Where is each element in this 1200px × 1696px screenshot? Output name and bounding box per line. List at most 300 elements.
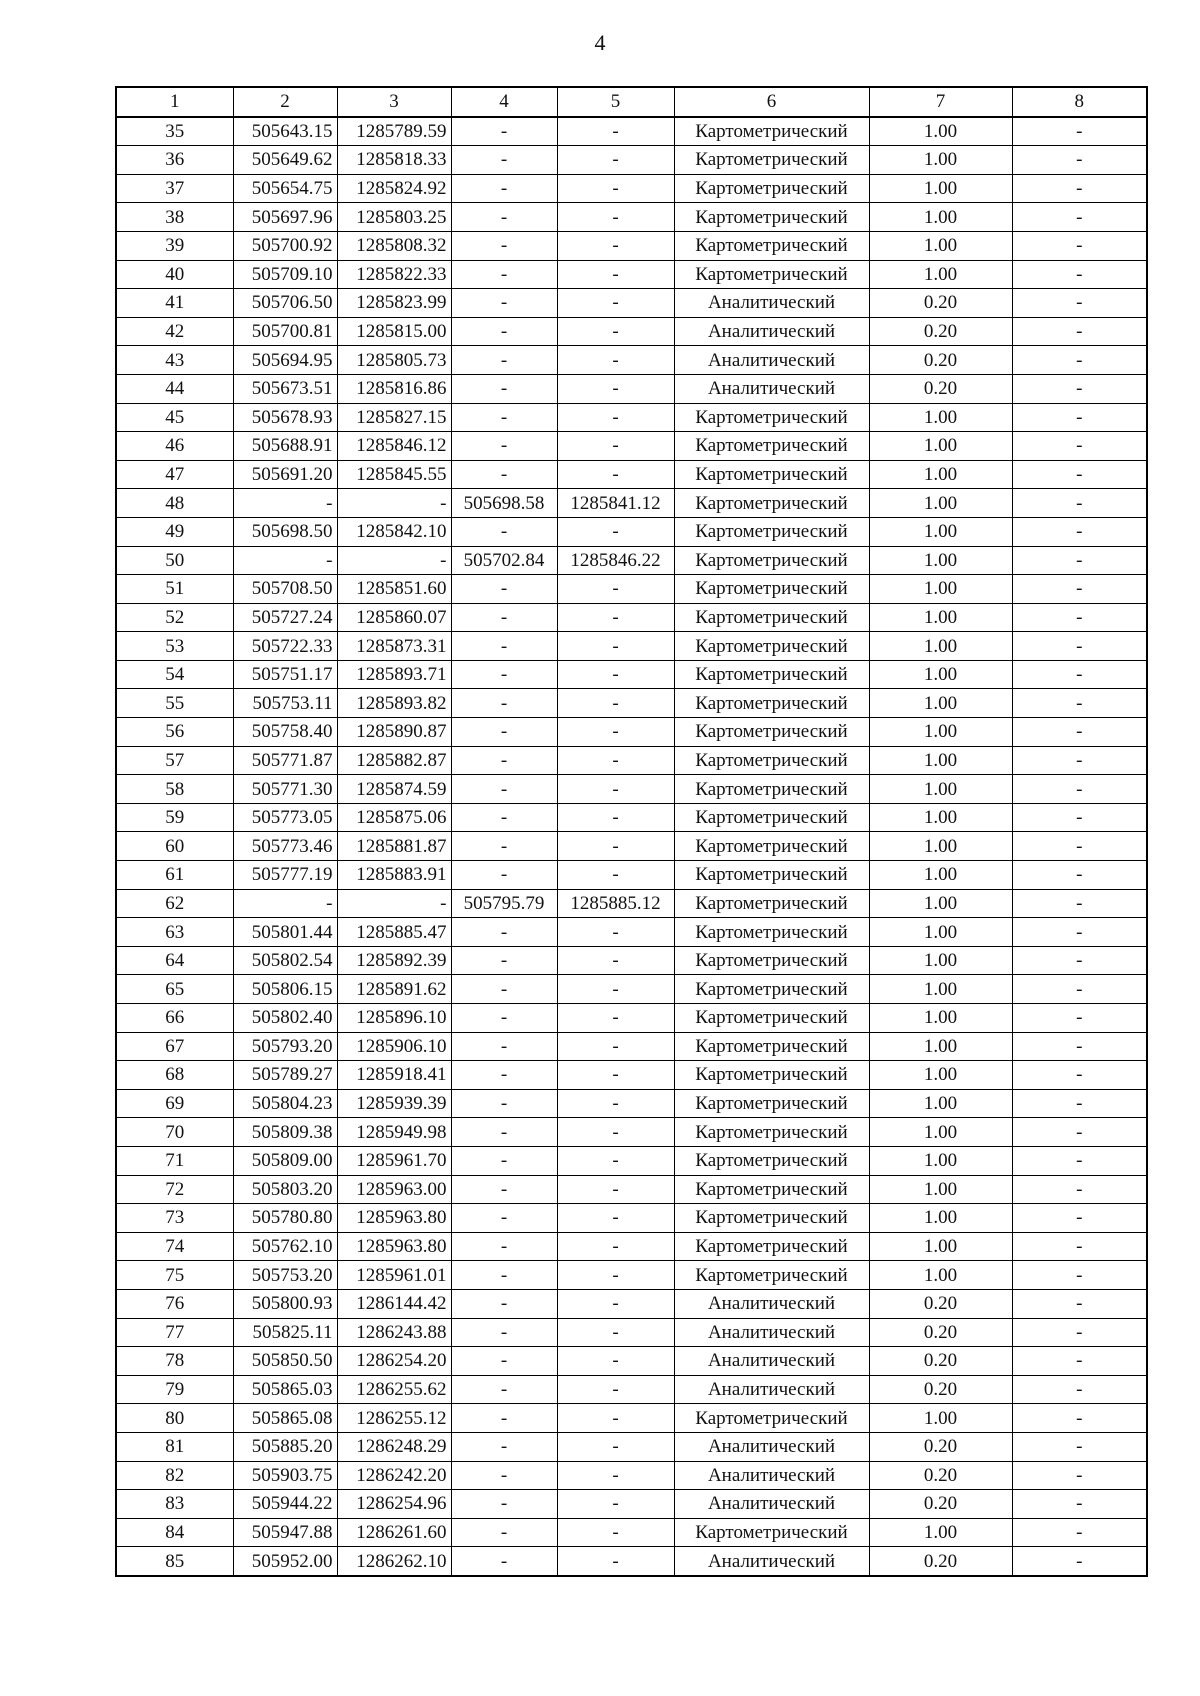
method-cell: Аналитический xyxy=(674,1375,869,1404)
y-new-coordinate-cell: - xyxy=(557,746,674,775)
y-coordinate-cell: 1285789.59 xyxy=(337,117,451,146)
point-number-cell: 38 xyxy=(116,203,233,232)
table-row xyxy=(116,718,1147,747)
table-row xyxy=(116,861,1147,890)
y-coordinate-cell: 1286248.29 xyxy=(337,1432,451,1461)
y-new-coordinate-cell: - xyxy=(557,174,674,203)
y-coordinate-cell: 1286255.12 xyxy=(337,1404,451,1433)
method-cell: Картометрический xyxy=(674,861,869,890)
note-cell: - xyxy=(1012,346,1147,375)
y-new-coordinate-cell: - xyxy=(557,1289,674,1318)
table-row xyxy=(116,489,1147,518)
note-cell: - xyxy=(1012,718,1147,747)
precision-cell: 1.00 xyxy=(869,1518,1012,1547)
y-new-coordinate-cell: - xyxy=(557,346,674,375)
precision-cell: 1.00 xyxy=(869,1118,1012,1147)
note-cell: - xyxy=(1012,1204,1147,1233)
y-new-coordinate-cell: - xyxy=(557,1146,674,1175)
x-coordinate-cell: 505789.27 xyxy=(233,1061,337,1090)
y-coordinate-cell: 1285882.87 xyxy=(337,746,451,775)
note-cell: - xyxy=(1012,1289,1147,1318)
x-coordinate-cell: 505802.40 xyxy=(233,1004,337,1033)
x-new-coordinate-cell: - xyxy=(451,1404,557,1433)
method-cell: Картометрический xyxy=(674,174,869,203)
point-number-cell: 74 xyxy=(116,1232,233,1261)
precision-cell: 1.00 xyxy=(869,460,1012,489)
method-cell: Картометрический xyxy=(674,231,869,260)
x-new-coordinate-cell: - xyxy=(451,718,557,747)
table-row xyxy=(116,1375,1147,1404)
x-coordinate-cell: 505850.50 xyxy=(233,1347,337,1376)
point-number-cell: 72 xyxy=(116,1175,233,1204)
y-new-coordinate-cell: - xyxy=(557,1061,674,1090)
point-number-cell: 78 xyxy=(116,1347,233,1376)
note-cell: - xyxy=(1012,517,1147,546)
precision-cell: 1.00 xyxy=(869,1004,1012,1033)
point-number-cell: 51 xyxy=(116,575,233,604)
y-coordinate-cell: 1285827.15 xyxy=(337,403,451,432)
table-body xyxy=(116,117,1147,1576)
x-coordinate-cell: 505700.81 xyxy=(233,317,337,346)
note-cell: - xyxy=(1012,1032,1147,1061)
note-cell: - xyxy=(1012,432,1147,461)
method-cell: Картометрический xyxy=(674,1232,869,1261)
x-coordinate-cell: 505800.93 xyxy=(233,1289,337,1318)
table-row xyxy=(116,1289,1147,1318)
y-new-coordinate-cell: - xyxy=(557,374,674,403)
point-number-cell: 84 xyxy=(116,1518,233,1547)
y-new-coordinate-cell: - xyxy=(557,1518,674,1547)
note-cell: - xyxy=(1012,1118,1147,1147)
y-coordinate-cell: 1286243.88 xyxy=(337,1318,451,1347)
y-coordinate-cell: 1286261.60 xyxy=(337,1518,451,1547)
method-cell: Картометрический xyxy=(674,1146,869,1175)
precision-cell: 1.00 xyxy=(869,174,1012,203)
table-row xyxy=(116,1432,1147,1461)
point-number-cell: 83 xyxy=(116,1490,233,1519)
x-new-coordinate-cell: - xyxy=(451,1004,557,1033)
table-row xyxy=(116,918,1147,947)
precision-cell: 1.00 xyxy=(869,861,1012,890)
x-new-coordinate-cell: - xyxy=(451,832,557,861)
x-coordinate-cell: 505771.87 xyxy=(233,746,337,775)
note-cell: - xyxy=(1012,1547,1147,1576)
precision-cell: 1.00 xyxy=(869,1061,1012,1090)
point-number-cell: 35 xyxy=(116,117,233,146)
point-number-cell: 54 xyxy=(116,660,233,689)
note-cell: - xyxy=(1012,146,1147,175)
x-coordinate-cell: 505944.22 xyxy=(233,1490,337,1519)
x-new-coordinate-cell: - xyxy=(451,403,557,432)
x-coordinate-cell: 505801.44 xyxy=(233,918,337,947)
x-new-coordinate-cell: - xyxy=(451,689,557,718)
note-cell: - xyxy=(1012,1232,1147,1261)
note-cell: - xyxy=(1012,575,1147,604)
y-new-coordinate-cell: - xyxy=(557,517,674,546)
point-number-cell: 73 xyxy=(116,1204,233,1233)
table-row xyxy=(116,832,1147,861)
x-new-coordinate-cell: - xyxy=(451,1089,557,1118)
method-cell: Картометрический xyxy=(674,203,869,232)
x-coordinate-cell: 505903.75 xyxy=(233,1461,337,1490)
x-coordinate-cell: 505771.30 xyxy=(233,775,337,804)
note-cell: - xyxy=(1012,374,1147,403)
precision-cell: 1.00 xyxy=(869,489,1012,518)
x-coordinate-cell: 505673.51 xyxy=(233,374,337,403)
table-row xyxy=(116,689,1147,718)
method-cell: Картометрический xyxy=(674,403,869,432)
x-new-coordinate-cell: - xyxy=(451,1118,557,1147)
precision-cell: 0.20 xyxy=(869,346,1012,375)
table-row xyxy=(116,1232,1147,1261)
point-number-cell: 85 xyxy=(116,1547,233,1576)
x-new-coordinate-cell: - xyxy=(451,1032,557,1061)
table-row xyxy=(116,1146,1147,1175)
table-row xyxy=(116,374,1147,403)
y-coordinate-cell: 1285818.33 xyxy=(337,146,451,175)
table-row xyxy=(116,575,1147,604)
x-new-coordinate-cell: - xyxy=(451,146,557,175)
x-new-coordinate-cell: 505698.58 xyxy=(451,489,557,518)
precision-cell: 1.00 xyxy=(869,1261,1012,1290)
point-number-cell: 58 xyxy=(116,775,233,804)
point-number-cell: 50 xyxy=(116,546,233,575)
x-coordinate-cell: 505753.11 xyxy=(233,689,337,718)
x-coordinate-cell: 505678.93 xyxy=(233,403,337,432)
y-new-coordinate-cell: - xyxy=(557,918,674,947)
table-row xyxy=(116,289,1147,318)
precision-cell: 1.00 xyxy=(869,1175,1012,1204)
note-cell: - xyxy=(1012,632,1147,661)
note-cell: - xyxy=(1012,746,1147,775)
table-row xyxy=(116,1204,1147,1233)
precision-cell: 0.20 xyxy=(869,317,1012,346)
table-row xyxy=(116,1490,1147,1519)
note-cell: - xyxy=(1012,861,1147,890)
column-header: 8 xyxy=(1012,87,1147,117)
y-coordinate-cell: 1285939.39 xyxy=(337,1089,451,1118)
precision-cell: 1.00 xyxy=(869,1032,1012,1061)
method-cell: Картометрический xyxy=(674,489,869,518)
y-new-coordinate-cell: - xyxy=(557,1175,674,1204)
x-coordinate-cell: 505802.54 xyxy=(233,946,337,975)
y-coordinate-cell: 1285892.39 xyxy=(337,946,451,975)
precision-cell: 0.20 xyxy=(869,1318,1012,1347)
y-new-coordinate-cell: - xyxy=(557,1232,674,1261)
point-number-cell: 36 xyxy=(116,146,233,175)
x-new-coordinate-cell: - xyxy=(451,174,557,203)
precision-cell: 0.20 xyxy=(869,1490,1012,1519)
x-new-coordinate-cell: - xyxy=(451,1518,557,1547)
precision-cell: 0.20 xyxy=(869,1461,1012,1490)
table-row xyxy=(116,746,1147,775)
note-cell: - xyxy=(1012,117,1147,146)
x-new-coordinate-cell: - xyxy=(451,1261,557,1290)
point-number-cell: 68 xyxy=(116,1061,233,1090)
precision-cell: 1.00 xyxy=(869,231,1012,260)
x-coordinate-cell: 505777.19 xyxy=(233,861,337,890)
x-new-coordinate-cell: - xyxy=(451,1146,557,1175)
precision-cell: 1.00 xyxy=(869,660,1012,689)
x-coordinate-cell: 505780.80 xyxy=(233,1204,337,1233)
table-row xyxy=(116,1089,1147,1118)
note-cell: - xyxy=(1012,231,1147,260)
x-coordinate-cell: 505803.20 xyxy=(233,1175,337,1204)
x-new-coordinate-cell: - xyxy=(451,975,557,1004)
x-new-coordinate-cell: - xyxy=(451,517,557,546)
table-row xyxy=(116,403,1147,432)
note-cell: - xyxy=(1012,1061,1147,1090)
table-row xyxy=(116,775,1147,804)
x-new-coordinate-cell: - xyxy=(451,775,557,804)
method-cell: Аналитический xyxy=(674,1547,869,1576)
y-coordinate-cell: 1285893.82 xyxy=(337,689,451,718)
x-coordinate-cell: 505952.00 xyxy=(233,1547,337,1576)
table-row xyxy=(116,1547,1147,1576)
point-number-cell: 60 xyxy=(116,832,233,861)
x-coordinate-cell: 505727.24 xyxy=(233,603,337,632)
y-new-coordinate-cell: - xyxy=(557,832,674,861)
x-new-coordinate-cell: - xyxy=(451,1061,557,1090)
x-new-coordinate-cell: - xyxy=(451,432,557,461)
method-cell: Картометрический xyxy=(674,775,869,804)
y-coordinate-cell: 1285883.91 xyxy=(337,861,451,890)
y-coordinate-cell: 1285815.00 xyxy=(337,317,451,346)
x-coordinate-cell: - xyxy=(233,889,337,918)
precision-cell: 1.00 xyxy=(869,1232,1012,1261)
note-cell: - xyxy=(1012,460,1147,489)
y-new-coordinate-cell: - xyxy=(557,1490,674,1519)
precision-cell: 1.00 xyxy=(869,546,1012,575)
point-number-cell: 81 xyxy=(116,1432,233,1461)
table-row xyxy=(116,603,1147,632)
point-number-cell: 39 xyxy=(116,231,233,260)
y-coordinate-cell: 1285963.00 xyxy=(337,1175,451,1204)
y-coordinate-cell: 1285881.87 xyxy=(337,832,451,861)
x-coordinate-cell: 505688.91 xyxy=(233,432,337,461)
y-coordinate-cell: 1285851.60 xyxy=(337,575,451,604)
method-cell: Картометрический xyxy=(674,718,869,747)
x-coordinate-cell: 505806.15 xyxy=(233,975,337,1004)
y-new-coordinate-cell: - xyxy=(557,775,674,804)
table-row xyxy=(116,174,1147,203)
method-cell: Аналитический xyxy=(674,1318,869,1347)
x-coordinate-cell: 505649.62 xyxy=(233,146,337,175)
method-cell: Аналитический xyxy=(674,317,869,346)
x-new-coordinate-cell: - xyxy=(451,346,557,375)
column-header: 2 xyxy=(233,87,337,117)
y-new-coordinate-cell: - xyxy=(557,460,674,489)
x-coordinate-cell: 505694.95 xyxy=(233,346,337,375)
y-coordinate-cell: 1285803.25 xyxy=(337,203,451,232)
point-number-cell: 37 xyxy=(116,174,233,203)
y-new-coordinate-cell: - xyxy=(557,146,674,175)
method-cell: Картометрический xyxy=(674,1004,869,1033)
point-number-cell: 63 xyxy=(116,918,233,947)
point-number-cell: 44 xyxy=(116,374,233,403)
table-row xyxy=(116,1347,1147,1376)
table-row xyxy=(116,1004,1147,1033)
x-coordinate-cell: 505698.50 xyxy=(233,517,337,546)
y-coordinate-cell: 1285822.33 xyxy=(337,260,451,289)
precision-cell: 1.00 xyxy=(869,775,1012,804)
note-cell: - xyxy=(1012,946,1147,975)
y-coordinate-cell: 1286254.96 xyxy=(337,1490,451,1519)
y-coordinate-cell: 1285949.98 xyxy=(337,1118,451,1147)
note-cell: - xyxy=(1012,403,1147,432)
point-number-cell: 56 xyxy=(116,718,233,747)
point-number-cell: 79 xyxy=(116,1375,233,1404)
precision-cell: 0.20 xyxy=(869,289,1012,318)
y-new-coordinate-cell: - xyxy=(557,1404,674,1433)
x-coordinate-cell: 505865.08 xyxy=(233,1404,337,1433)
x-new-coordinate-cell: - xyxy=(451,946,557,975)
method-cell: Картометрический xyxy=(674,803,869,832)
x-new-coordinate-cell: - xyxy=(451,1204,557,1233)
table-row xyxy=(116,1175,1147,1204)
x-coordinate-cell: 505643.15 xyxy=(233,117,337,146)
precision-cell: 1.00 xyxy=(869,432,1012,461)
y-coordinate-cell: 1285808.32 xyxy=(337,231,451,260)
x-coordinate-cell: - xyxy=(233,546,337,575)
table-row xyxy=(116,1032,1147,1061)
point-number-cell: 46 xyxy=(116,432,233,461)
note-cell: - xyxy=(1012,803,1147,832)
point-number-cell: 64 xyxy=(116,946,233,975)
column-header: 6 xyxy=(674,87,869,117)
y-new-coordinate-cell: - xyxy=(557,432,674,461)
y-new-coordinate-cell: - xyxy=(557,946,674,975)
y-new-coordinate-cell: - xyxy=(557,1347,674,1376)
table-row xyxy=(116,460,1147,489)
method-cell: Картометрический xyxy=(674,975,869,1004)
note-cell: - xyxy=(1012,689,1147,718)
precision-cell: 1.00 xyxy=(869,718,1012,747)
y-new-coordinate-cell: - xyxy=(557,403,674,432)
method-cell: Картометрический xyxy=(674,1118,869,1147)
x-new-coordinate-cell: - xyxy=(451,660,557,689)
note-cell: - xyxy=(1012,1347,1147,1376)
y-coordinate-cell: - xyxy=(337,546,451,575)
x-coordinate-cell: 505708.50 xyxy=(233,575,337,604)
y-coordinate-cell: 1285891.62 xyxy=(337,975,451,1004)
point-number-cell: 53 xyxy=(116,632,233,661)
x-coordinate-cell: 505654.75 xyxy=(233,174,337,203)
note-cell: - xyxy=(1012,1432,1147,1461)
method-cell: Аналитический xyxy=(674,289,869,318)
method-cell: Картометрический xyxy=(674,432,869,461)
method-cell: Картометрический xyxy=(674,117,869,146)
y-coordinate-cell: 1285805.73 xyxy=(337,346,451,375)
y-new-coordinate-cell: - xyxy=(557,575,674,604)
note-cell: - xyxy=(1012,546,1147,575)
method-cell: Аналитический xyxy=(674,1347,869,1376)
point-number-cell: 40 xyxy=(116,260,233,289)
y-coordinate-cell: 1285845.55 xyxy=(337,460,451,489)
x-new-coordinate-cell: - xyxy=(451,1318,557,1347)
method-cell: Картометрический xyxy=(674,1204,869,1233)
y-coordinate-cell: 1286254.20 xyxy=(337,1347,451,1376)
point-number-cell: 66 xyxy=(116,1004,233,1033)
note-cell: - xyxy=(1012,918,1147,947)
point-number-cell: 70 xyxy=(116,1118,233,1147)
precision-cell: 1.00 xyxy=(869,946,1012,975)
point-number-cell: 80 xyxy=(116,1404,233,1433)
x-new-coordinate-cell: - xyxy=(451,1232,557,1261)
method-cell: Картометрический xyxy=(674,632,869,661)
x-coordinate-cell: 505709.10 xyxy=(233,260,337,289)
y-new-coordinate-cell: - xyxy=(557,117,674,146)
note-cell: - xyxy=(1012,203,1147,232)
precision-cell: 0.20 xyxy=(869,1375,1012,1404)
x-coordinate-cell: 505865.03 xyxy=(233,1375,337,1404)
table-row xyxy=(116,231,1147,260)
point-number-cell: 65 xyxy=(116,975,233,1004)
y-coordinate-cell: 1285961.70 xyxy=(337,1146,451,1175)
point-number-cell: 52 xyxy=(116,603,233,632)
point-number-cell: 48 xyxy=(116,489,233,518)
point-number-cell: 41 xyxy=(116,289,233,318)
x-coordinate-cell: 505691.20 xyxy=(233,460,337,489)
y-coordinate-cell: 1285896.10 xyxy=(337,1004,451,1033)
method-cell: Картометрический xyxy=(674,546,869,575)
table-row xyxy=(116,1461,1147,1490)
point-number-cell: 76 xyxy=(116,1289,233,1318)
y-new-coordinate-cell: - xyxy=(557,1261,674,1290)
column-header: 5 xyxy=(557,87,674,117)
x-coordinate-cell: 505753.20 xyxy=(233,1261,337,1290)
y-coordinate-cell: 1286255.62 xyxy=(337,1375,451,1404)
column-header: 3 xyxy=(337,87,451,117)
table-row xyxy=(116,803,1147,832)
table-row xyxy=(116,1404,1147,1433)
method-cell: Аналитический xyxy=(674,1461,869,1490)
point-number-cell: 75 xyxy=(116,1261,233,1290)
y-coordinate-cell: 1285961.01 xyxy=(337,1261,451,1290)
precision-cell: 1.00 xyxy=(869,803,1012,832)
table-row xyxy=(116,1118,1147,1147)
y-coordinate-cell: - xyxy=(337,889,451,918)
method-cell: Картометрический xyxy=(674,889,869,918)
y-new-coordinate-cell: 1285846.22 xyxy=(557,546,674,575)
table-row xyxy=(116,1061,1147,1090)
table-row xyxy=(116,546,1147,575)
y-new-coordinate-cell: - xyxy=(557,660,674,689)
x-coordinate-cell: 505751.17 xyxy=(233,660,337,689)
note-cell: - xyxy=(1012,1375,1147,1404)
x-coordinate-cell: 505804.23 xyxy=(233,1089,337,1118)
x-new-coordinate-cell: - xyxy=(451,317,557,346)
note-cell: - xyxy=(1012,174,1147,203)
x-coordinate-cell: 505947.88 xyxy=(233,1518,337,1547)
method-cell: Аналитический xyxy=(674,374,869,403)
note-cell: - xyxy=(1012,289,1147,318)
y-coordinate-cell: 1285860.07 xyxy=(337,603,451,632)
x-new-coordinate-cell: - xyxy=(451,1461,557,1490)
method-cell: Картометрический xyxy=(674,1061,869,1090)
point-number-cell: 77 xyxy=(116,1318,233,1347)
method-cell: Картометрический xyxy=(674,1518,869,1547)
y-new-coordinate-cell: - xyxy=(557,975,674,1004)
x-coordinate-cell: 505809.38 xyxy=(233,1118,337,1147)
precision-cell: 0.20 xyxy=(869,1547,1012,1576)
x-new-coordinate-cell: - xyxy=(451,803,557,832)
point-number-cell: 49 xyxy=(116,517,233,546)
note-cell: - xyxy=(1012,975,1147,1004)
x-new-coordinate-cell: - xyxy=(451,575,557,604)
y-coordinate-cell: 1285874.59 xyxy=(337,775,451,804)
y-coordinate-cell: 1285963.80 xyxy=(337,1232,451,1261)
